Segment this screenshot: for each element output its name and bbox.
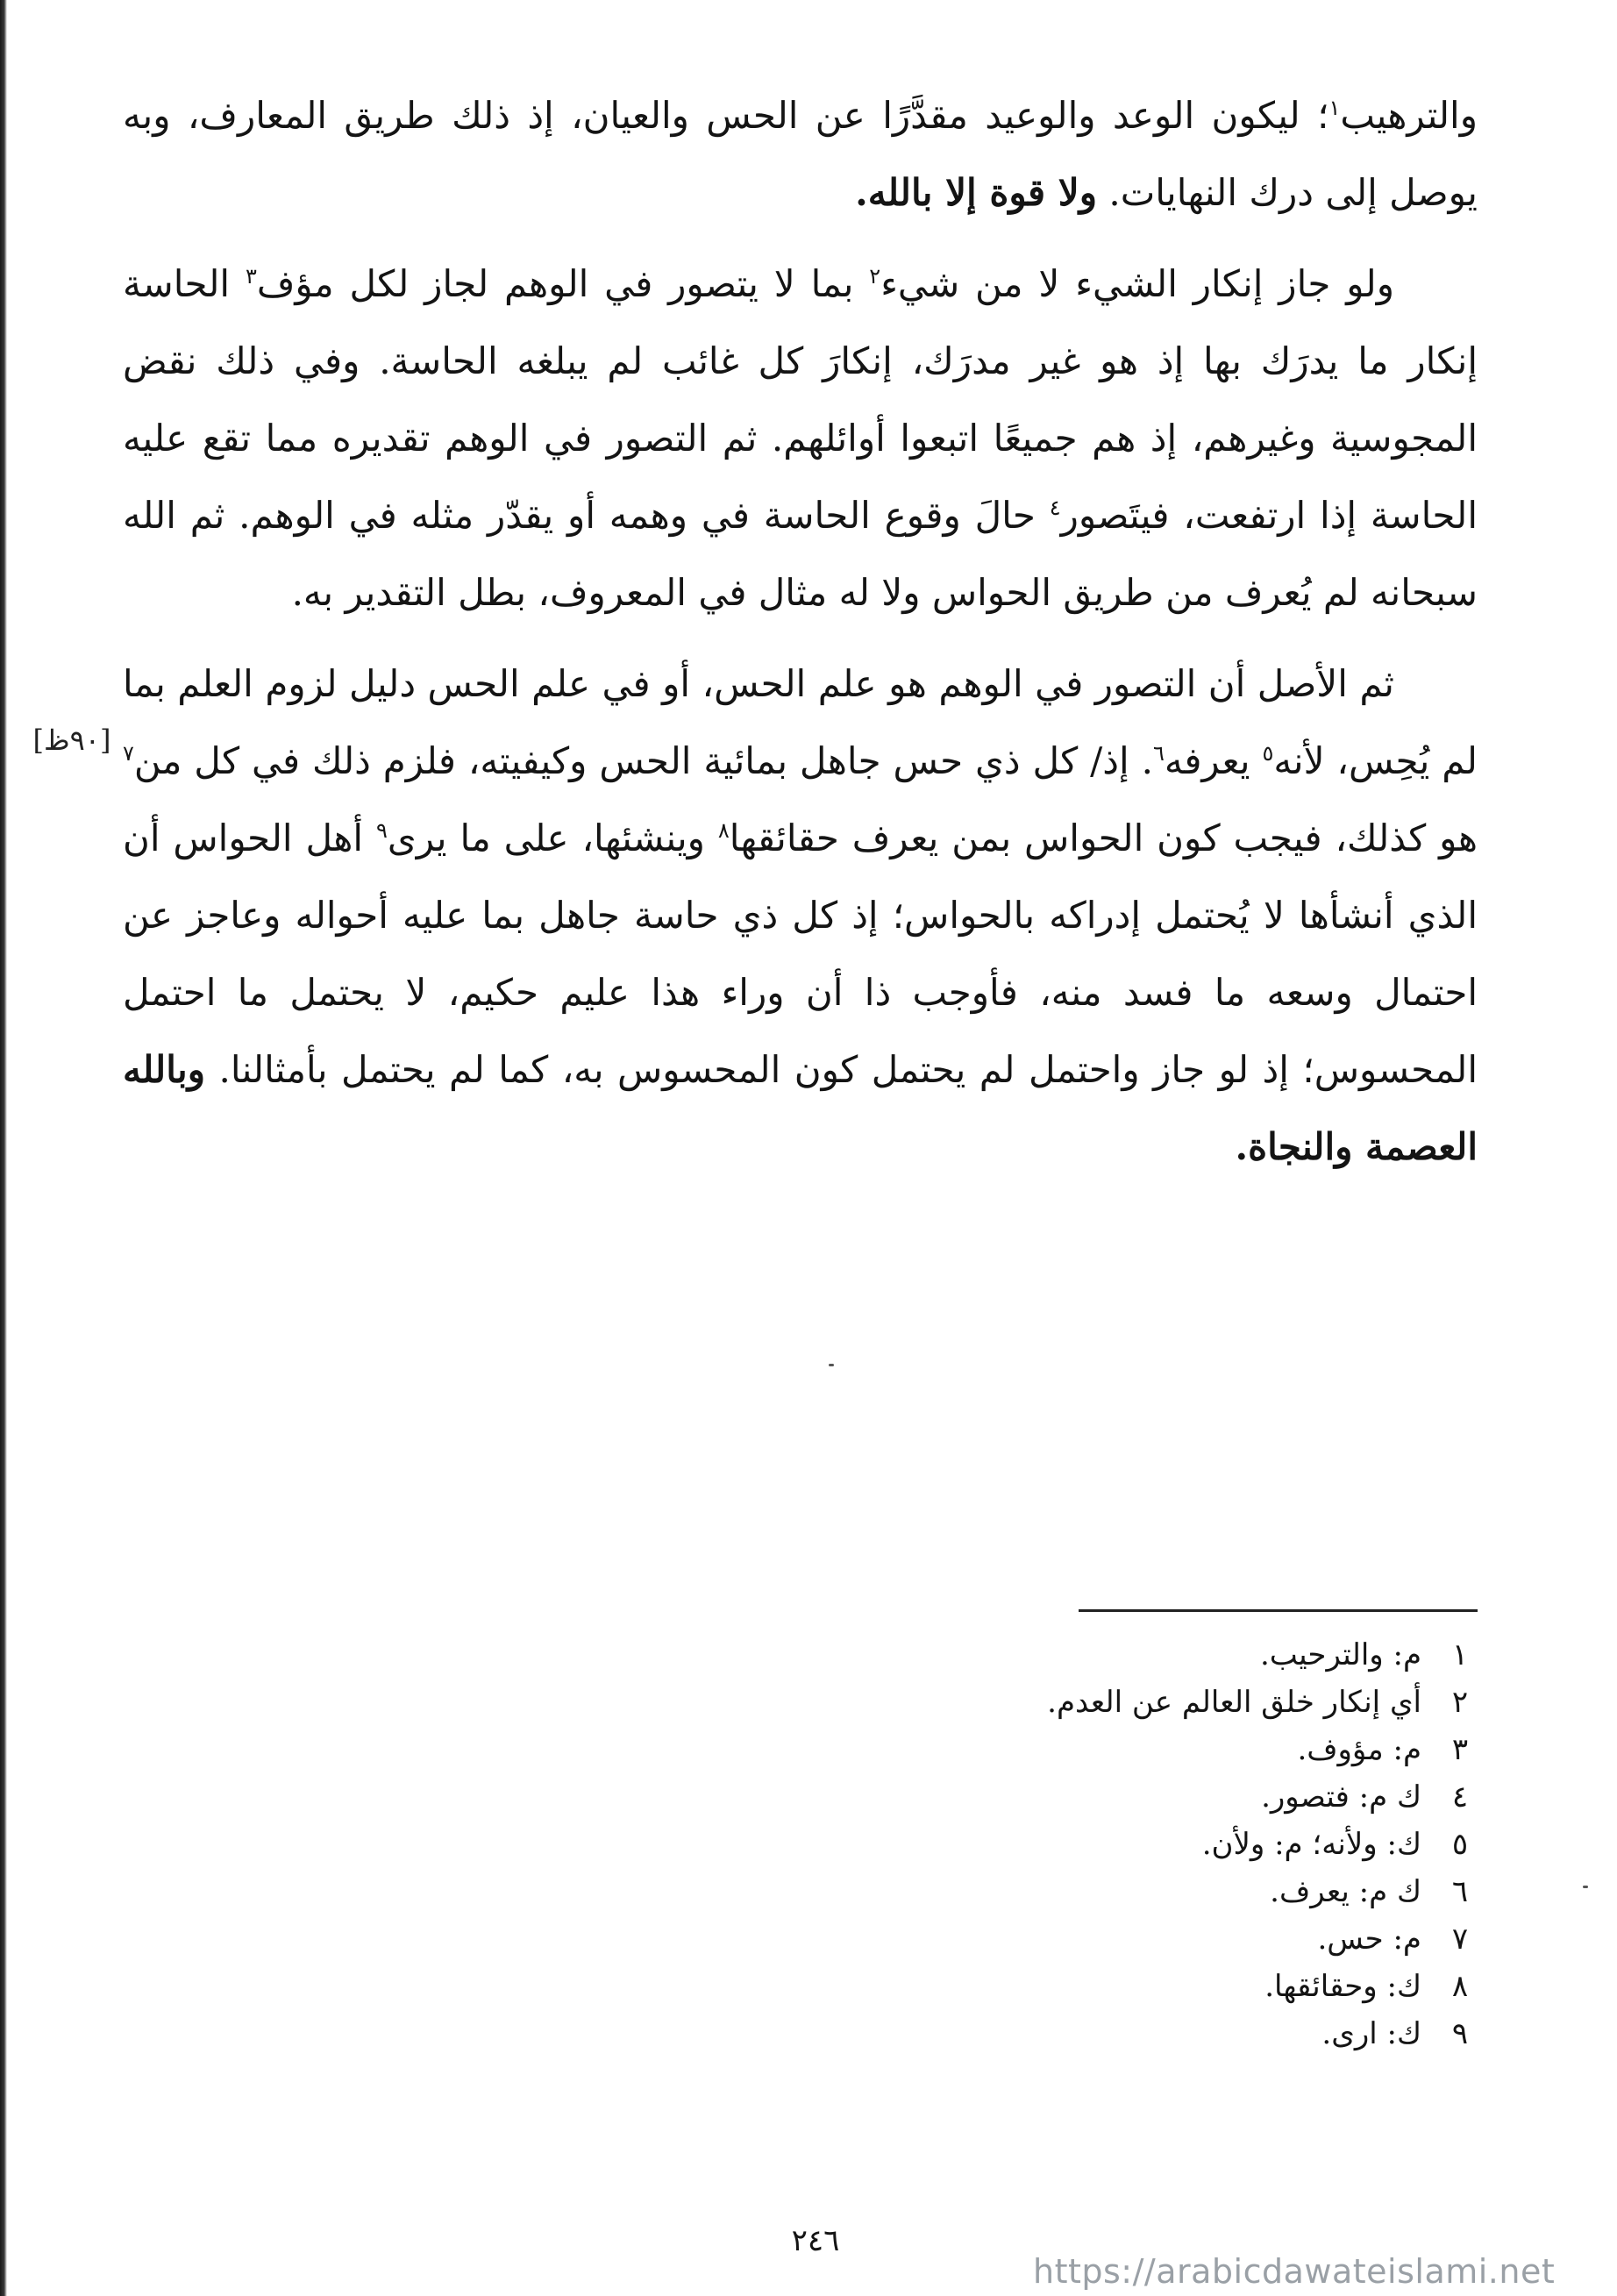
footnote-text: ك: ارى. bbox=[1321, 2016, 1421, 2051]
scan-speck bbox=[1583, 1886, 1588, 1888]
footnote-ref-8[interactable]: ٨ bbox=[717, 818, 730, 843]
footnote-ref-9[interactable]: ٩ bbox=[375, 818, 388, 843]
text-run: بما لا يتصور في الوهم لجاز لكل مؤف bbox=[256, 262, 854, 305]
footnote-item bbox=[965, 1631, 1478, 1679]
footnote-number: ٩ bbox=[1451, 2016, 1469, 2051]
footnote-ref-2[interactable]: ٢ bbox=[869, 264, 881, 289]
manuscript-folio-note: [٩٠ظ] bbox=[32, 724, 111, 757]
footnote-item bbox=[965, 1963, 1478, 2010]
footnote-item bbox=[965, 1679, 1478, 1726]
footnote-item bbox=[965, 1726, 1478, 1773]
footnote-item bbox=[965, 1773, 1478, 1821]
footnote-item bbox=[965, 1821, 1478, 1868]
footnote-ref-4[interactable]: ٤ bbox=[1049, 496, 1061, 520]
footnotes-list bbox=[965, 1631, 1478, 2057]
paragraph-1 bbox=[123, 77, 1478, 232]
footnote-ref-5[interactable]: ٥ bbox=[1262, 741, 1274, 766]
text-run: ولو جاز إنكار الشيء لا من شيء bbox=[880, 262, 1394, 305]
bold-phrase: وبالله العصمة والنجاة. bbox=[123, 1048, 1478, 1168]
text-run: يعرفه bbox=[1164, 739, 1250, 782]
footnote-number: ٨ bbox=[1451, 1969, 1469, 2004]
footnote-ref-1[interactable]: ١ bbox=[1329, 96, 1341, 120]
text-run: أهل الحواس أن الذي أنشأها لا يُحتمل إدراكه بالحواس؛ إذ كل ذي حاسة جاهل بما عليه أحواله وعاجز عن احتمال وسعه ما فسد منه، فأوجب ذا أن وراء هذا عليم حكيم، لا يحتمل ما احتمل المحسوس؛ إذ لو جاز واحتمل لم يحتمل كون المحسوس به، كما لم يحتمل بأمثالنا. bbox=[123, 816, 1478, 1091]
footnote-ref-7[interactable]: ٧ bbox=[123, 741, 134, 766]
text-run: ؛ ليكون الوعد والوعيد مقدَّرًا عن الحس والعيان، إذ ذلك طريق المعارف، وبه يوصل إلى درك النهايات. bbox=[123, 94, 1478, 214]
footnote-item bbox=[965, 2010, 1478, 2057]
footnote-text: ك م: يعرف. bbox=[1270, 1874, 1421, 1909]
text-run: الحاسة إنكار ما يدرَك بها إذ هو غير مدرَك، إنكارَ كل غائب لم يبلغه الحاسة. وفي ذلك نقض المجوسية وغيرهم، إذ هم جميعًا اتبعوا أوائلهم. ثم التصور في الوهم تقديره مما تقع عليه الحاسة إذا ارتفعت، فيتَصور bbox=[123, 262, 1478, 537]
paragraph-2 bbox=[123, 246, 1478, 631]
footnote-number: ٧ bbox=[1451, 1922, 1469, 1957]
footnote-ref-6[interactable]: ٦ bbox=[1152, 741, 1165, 766]
scan-speck bbox=[829, 1364, 834, 1366]
footnote-text: ك م: فتصور. bbox=[1261, 1779, 1421, 1815]
footnote-text: م: والترحيب. bbox=[1259, 1637, 1421, 1672]
footnote-number: ١ bbox=[1451, 1637, 1469, 1672]
text-run: حالَ وقوع الحاسة في وهمه أو يقدّر مثله في الوهم. ثم الله سبحانه لم يُعرف من طريق الحواس ولا له مثال في المعروف، بطل التقدير به. bbox=[123, 494, 1478, 614]
text-run: والترهيب bbox=[1340, 94, 1478, 137]
footnote-ref-3[interactable]: ٣ bbox=[245, 264, 257, 289]
bold-phrase: ولا قوة إلا بالله. bbox=[855, 171, 1097, 214]
footnote-item bbox=[965, 1868, 1478, 1915]
footnote-number: ٦ bbox=[1451, 1874, 1469, 1909]
text-run: . إذ/ كل ذي حس جاهل بمائية الحس وكيفيته، فلزم ذلك في كل من bbox=[133, 739, 1153, 782]
text-run: هو كذلك، فيجب كون الحواس بمن يعرف حقائقها bbox=[729, 816, 1478, 859]
page-edge-shadow bbox=[0, 0, 7, 2296]
footnote-number: ٤ bbox=[1451, 1779, 1469, 1815]
paragraph-3 bbox=[123, 645, 1478, 1186]
footnote-text: ك: وحقائقها. bbox=[1264, 1969, 1421, 2004]
footnote-number: ٢ bbox=[1451, 1685, 1469, 1720]
footnote-number: ٣ bbox=[1451, 1732, 1469, 1767]
footnote-text: ك: ولأنه؛ م: ولأن. bbox=[1201, 1827, 1421, 1862]
footnote-number: ٥ bbox=[1451, 1827, 1469, 1862]
main-text bbox=[123, 77, 1478, 1200]
watermark-url: https://arabicdawateislami.net bbox=[1033, 2252, 1556, 2291]
footnote-text: م: حس. bbox=[1317, 1922, 1421, 1957]
footnote-divider bbox=[1079, 1609, 1478, 1612]
text-run: ثم الأصل أن التصور في الوهم هو علم الحس، أو في علم الحس دليل لزوم العلم بما لم يُحِس، لأنه bbox=[123, 662, 1478, 782]
footnote-text: أي إنكار خلق العالم عن العدم. bbox=[1047, 1685, 1421, 1720]
text-run: وينشئها، على ما يرى bbox=[387, 816, 705, 859]
footnote-item bbox=[965, 1915, 1478, 1963]
footnote-text: م: مؤوف. bbox=[1297, 1732, 1421, 1767]
page-number: ٢٤٦ bbox=[791, 2223, 840, 2258]
